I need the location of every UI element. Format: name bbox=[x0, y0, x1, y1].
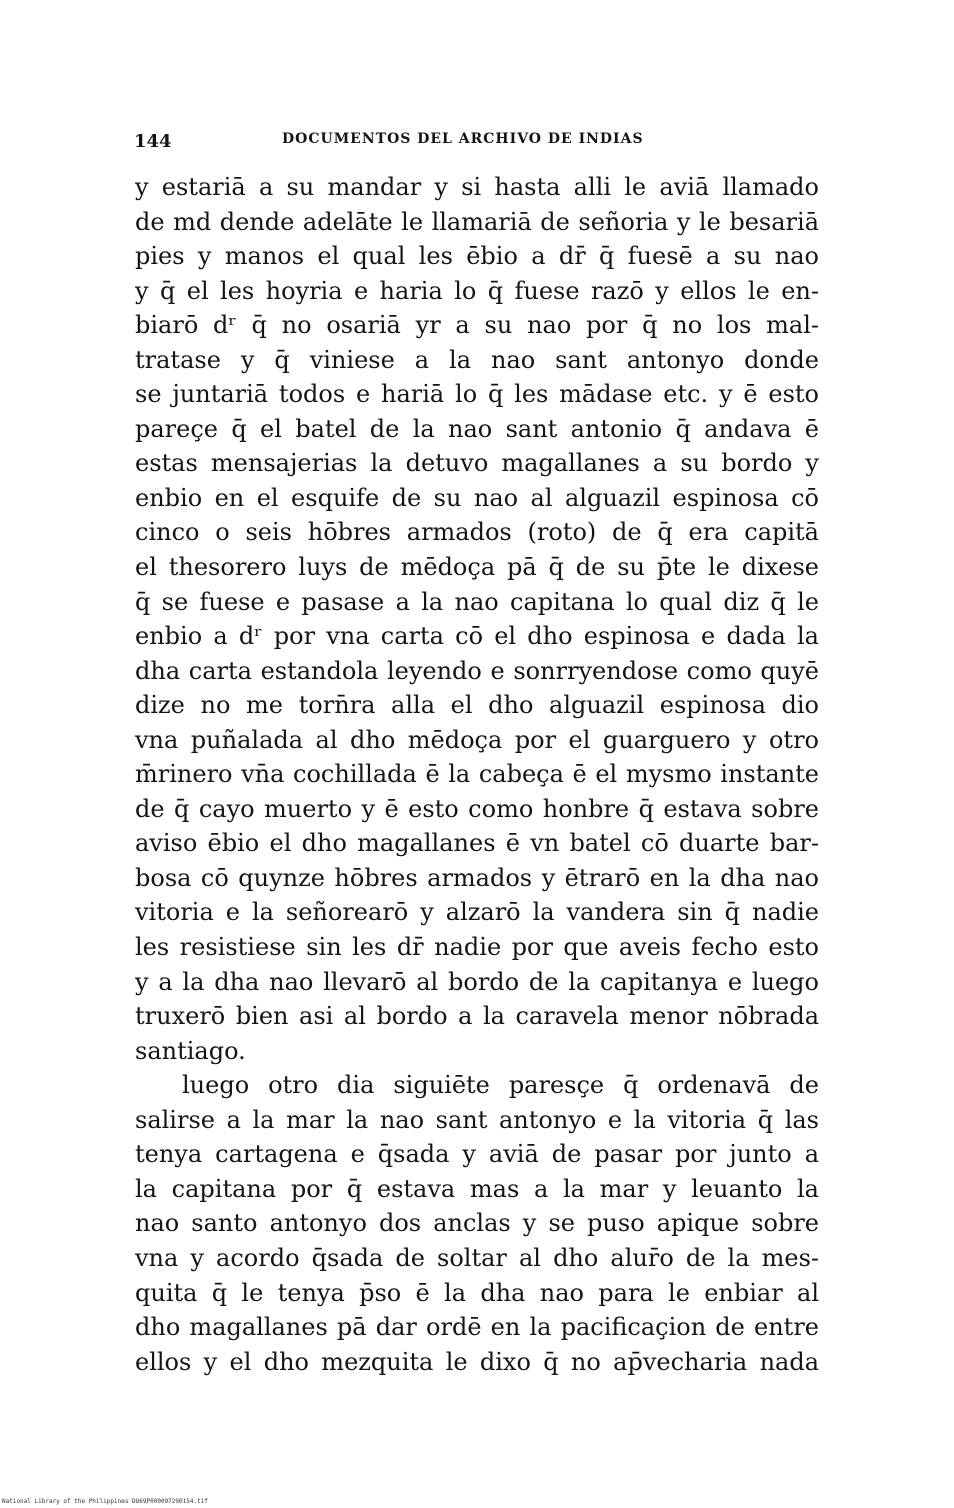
text-line: enbio en el esquife de su nao al alguazil espinosa cō bbox=[135, 483, 819, 512]
text-line: aviso ēbio el dho magallanes ē vn batel cō duarte bar- bbox=[135, 829, 819, 858]
text-line: m̄rinero vn̄a cochillada ē la cabeça ē el mysmo instante bbox=[135, 760, 819, 789]
text-line: estas mensajerias la detuvo magallanes a su bordo y bbox=[135, 449, 819, 478]
text-line: vna y acordo q̄sada de soltar al dho alur̄o de la mes- bbox=[135, 1243, 819, 1272]
text-line: tenya cartagena e q̄sada y aviā de pasar por junto a bbox=[135, 1140, 819, 1169]
text-line: salirse a la mar la nao sant antonyo e la vitoria q̄ las bbox=[135, 1105, 819, 1134]
text-line: y estariā a su mandar y si hasta alli le aviā llamado bbox=[135, 173, 819, 201]
text-line: truxerō bien asi al bordo a la caravela menor nōbrada bbox=[135, 1002, 819, 1031]
text-line: el thesorero luys de mēdoça pā q̄ de su p̄te le dixese bbox=[135, 553, 819, 582]
text-line: cinco o seis hōbres armados (roto) de q̄ era capitā bbox=[135, 518, 819, 547]
page-number: 144 bbox=[134, 131, 172, 152]
text-line: nao santo antonyo dos anclas y se puso apique sobre bbox=[135, 1209, 819, 1238]
text-line: ellos y el dho mezquita le dixo q̄ no ap̄vecharia nada bbox=[135, 1347, 819, 1376]
text-line: quita q̄ le tenya p̄so ē la dha nao para le enbiar al bbox=[135, 1278, 819, 1307]
text-line: bosa cō quynze hōbres armados y ētrarō en la dha nao bbox=[135, 863, 819, 892]
text-line: biarō dʳ q̄ no osariā yr a su nao por q̄ no los mal- bbox=[135, 311, 819, 340]
text-line: pies y manos el qual les ēbio a dr̄ q̄ fuesē a su nao bbox=[135, 242, 819, 271]
text-line: dho magallanes pā dar ordē en la pacificaçion de entre bbox=[135, 1313, 819, 1342]
text-line: luego otro dia siguiēte paresçe q̄ ordenavā de bbox=[182, 1071, 819, 1100]
text-line: de md dende adelāte le llamariā de señoria y le besariā bbox=[135, 207, 819, 236]
text-line: vna puñalada al dho mēdoça por el guarguero y otro bbox=[135, 725, 819, 754]
text-line: les resistiese sin les dr̄ nadie por que aveis fecho esto bbox=[135, 933, 819, 962]
text-line: santiago. bbox=[135, 1036, 246, 1065]
text-line: vitoria e la señorearō y alzarō la vandera sin q̄ nadie bbox=[135, 898, 819, 927]
footer-credit: National Library of the Philippines DO69P000097290154.tif bbox=[2, 1498, 208, 1505]
text-line: q̄ se fuese e pasase a la nao capitana lo qual diz q̄ le bbox=[135, 587, 819, 616]
text-line: y a la dha nao llevarō al bordo de la capitanya e luego bbox=[135, 967, 819, 996]
text-line: tratase y q̄ viniese a la nao sant antonyo donde bbox=[135, 345, 819, 374]
text-line: se juntariā todos e hariā lo q̄ les mādase etc. y ē esto bbox=[135, 380, 819, 409]
text-line: dize no me torn̄ra alla el dho alguazil espinosa dio bbox=[135, 691, 819, 720]
text-line: y q̄ el les hoyria e haria lo q̄ fuese razō y ellos le en- bbox=[135, 276, 819, 305]
text-line: la capitana por q̄ estava mas a la mar y leuanto la bbox=[135, 1174, 819, 1203]
text-line: enbio a dʳ por vna carta cō el dho espinosa e dada la bbox=[135, 622, 819, 651]
text-line: de q̄ cayo muerto y ē esto como honbre q̄ estava sobre bbox=[135, 794, 819, 823]
running-header: DOCUMENTOS DEL ARCHIVO DE INDIAS bbox=[282, 131, 644, 147]
body-text bbox=[135, 170, 819, 1379]
text-line: dha carta estandola leyendo e sonrryendose como quyē bbox=[135, 656, 819, 685]
text-line: pareçe q̄ el batel de la nao sant antonio q̄ andava ē bbox=[135, 414, 819, 443]
